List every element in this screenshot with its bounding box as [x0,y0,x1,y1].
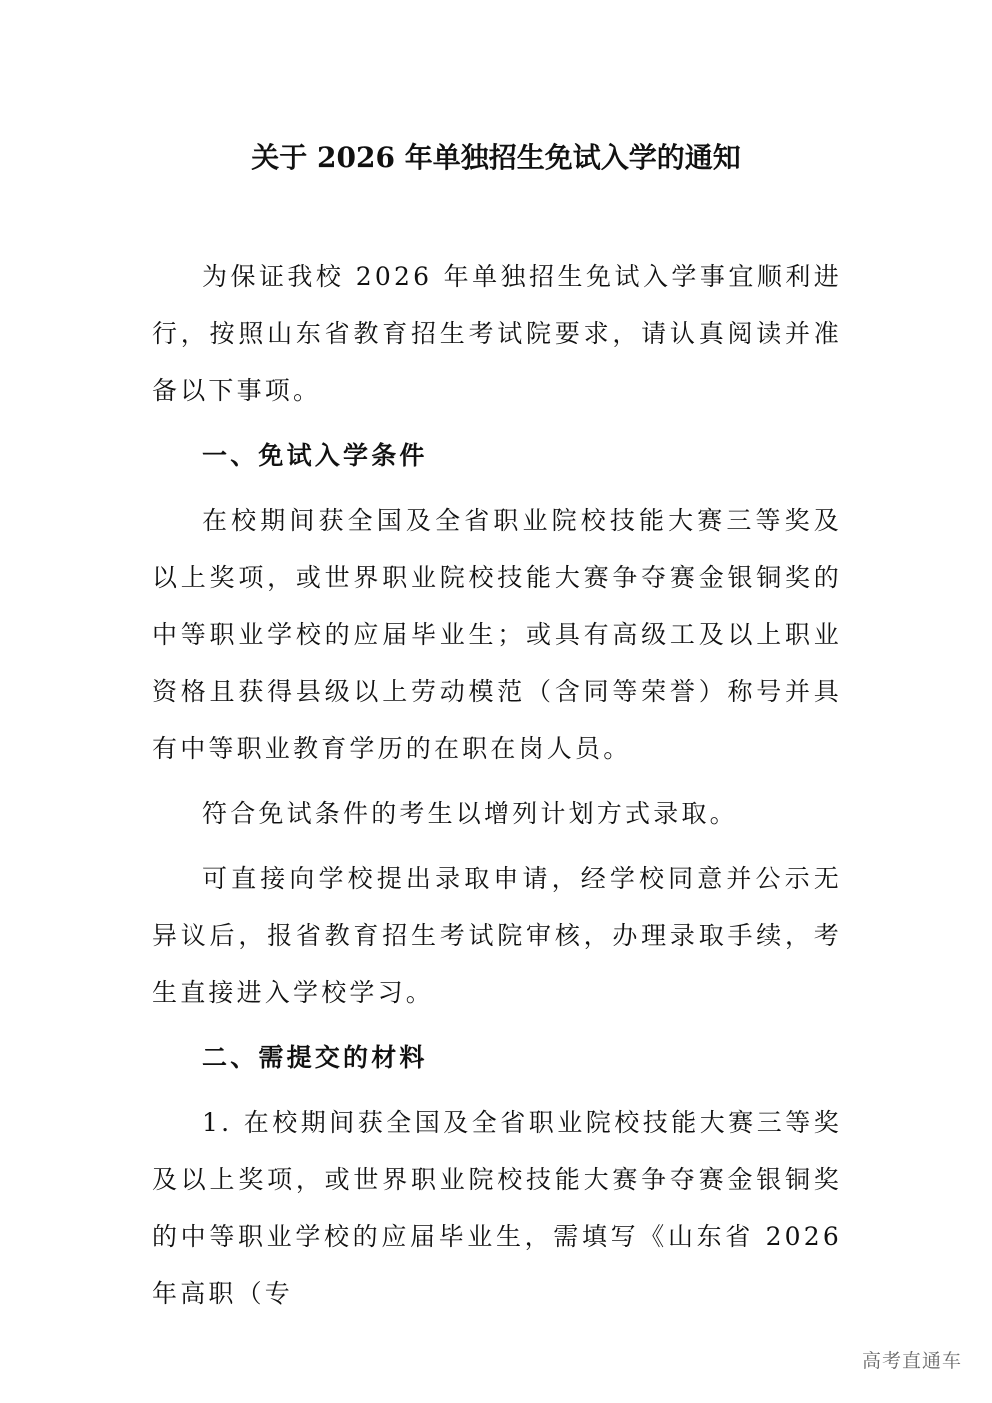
section-heading-required-materials: 二、需提交的材料 [202,1043,428,1072]
section-heading-exemption-conditions: 一、免试入学条件 [202,441,428,470]
document-body [152,248,842,1322]
intro-paragraph: 为保证我校 2026 年单独招生免试入学事宜顺利进行，按照山东省教育招生考试院要求，请认真阅读并准备以下事项。 [152,262,842,405]
watermark-text: 高考直通车 [861,1350,962,1372]
exemption-conditions-paragraph: 在校期间获全国及全省职业院校技能大赛三等奖及以上奖项，或世界职业院校技能大赛争夺赛金银铜奖的中等职业学校的应届毕业生；或具有高级工及以上职业资格且获得县级以上劳动模范（含同等荣誉）称号并具有中等职业教育学历的在职在岗人员。 [152,506,842,763]
admission-method-paragraph: 符合免试条件的考生以增列计划方式录取。 [202,799,738,828]
required-materials-item-1: 1. 在校期间获全国及全省职业院校技能大赛三等奖及以上奖项，或世界职业院校技能大赛争夺赛金银铜奖的中等职业学校的应届毕业生，需填写《山东省 2026 年高职（专 [152,1108,842,1308]
document-title: 关于 2026 年单独招生免试入学的通知 [251,141,741,174]
application-process-paragraph: 可直接向学校提出录取申请，经学校同意并公示无异议后，报省教育招生考试院审核，办理录取手续，考生直接进入学校学习。 [152,864,842,1007]
